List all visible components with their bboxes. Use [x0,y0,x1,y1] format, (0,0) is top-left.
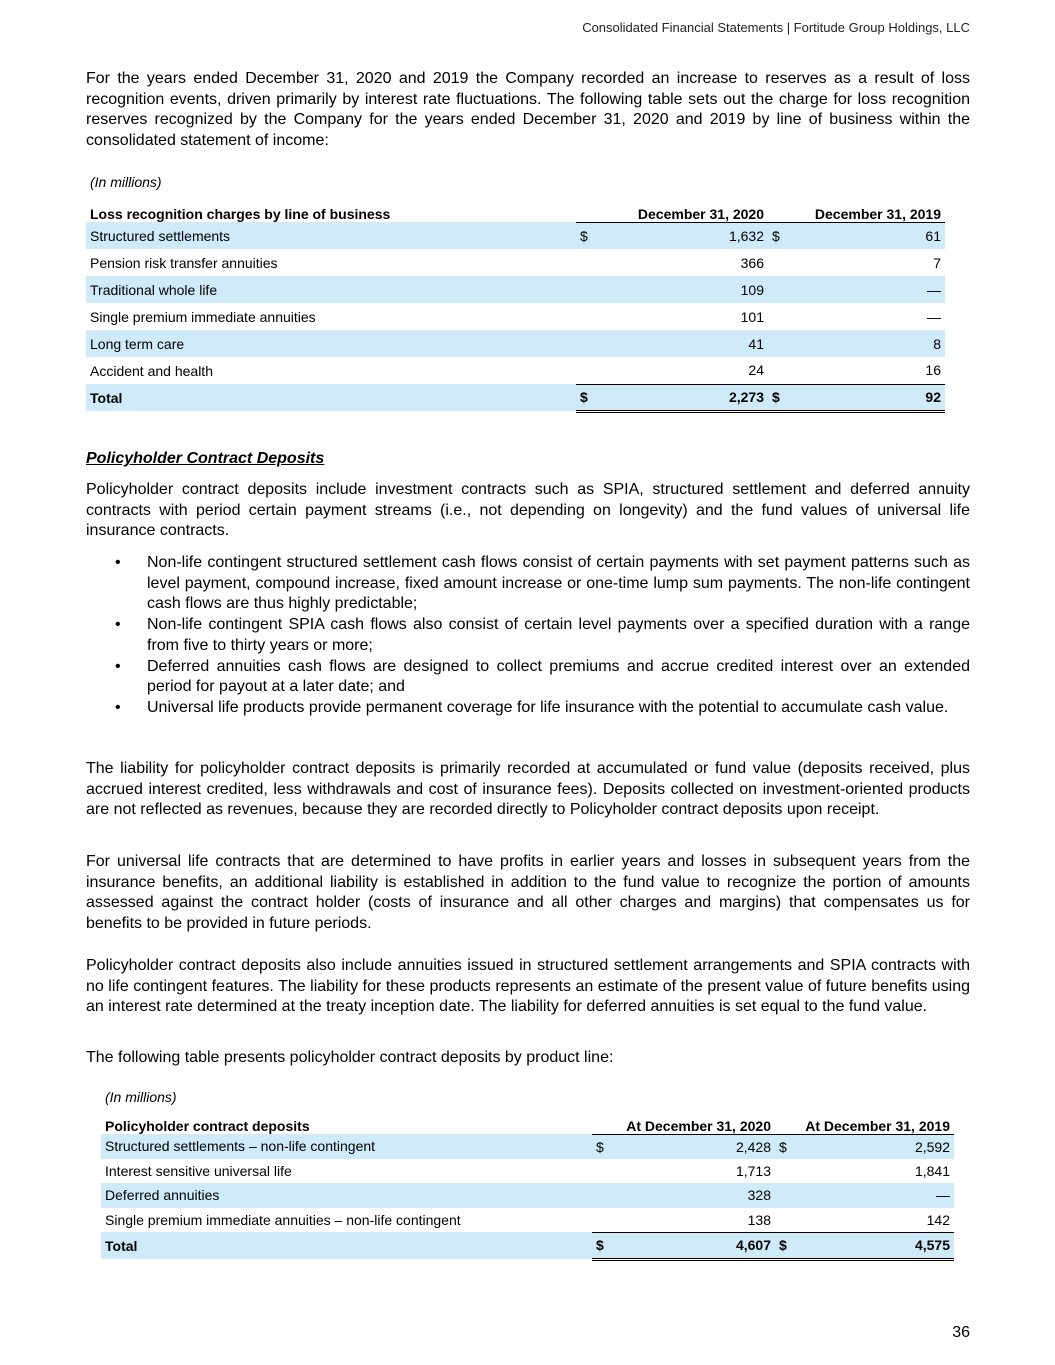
bullet-item [86,553,970,615]
value-2020: 1,632 [596,222,768,249]
table-row [101,1159,954,1184]
currency-symbol: $ [576,384,596,411]
row-label: Structured settlements [86,222,576,249]
currency-symbol [576,357,596,384]
table2-col2-header: At December 31, 2019 [775,1111,954,1134]
section-title: Policyholder Contract Deposits [86,450,325,467]
currency-symbol: $ [775,1232,795,1259]
table2-body [101,1134,954,1259]
currency-symbol: $ [768,384,788,411]
bullet-item [86,698,970,719]
universal-life-paragraph: For universal life contracts that are determined to have profits in earlier years and losses in subsequent years from the insurance benefits, an additional liability is established in addition to the fund value to recognize the portion of amounts assessed against the contract holder (costs of insurance and all other charges and margins) that compensates us for benefits to be provided in future periods. [86,853,970,933]
table1-col1-header: December 31, 2020 [576,197,768,222]
liability-paragraph: The liability for policyholder contract deposits is primarily recorded at accumulated or fund value (deposits received, plus accrued interest credited, less withdrawals and cost of insurance fees). Deposits collected on investment-oriented products are not reflected as revenues, because they are recorded directly to Policyholder contract deposits upon receipt. [86,760,970,819]
currency-symbol [576,303,596,330]
value-2020: 101 [740,308,764,325]
bullet-list [86,553,970,719]
value-2020: 4,607 [612,1232,775,1259]
value-2019: 4,575 [795,1232,954,1259]
currency-symbol [768,357,788,384]
bullet-text: Deferred annuities cash flows are designed to collect premiums and accrue credited interest over an extended period for payout at a later date; and [147,657,970,696]
row-label: Traditional whole life [86,276,576,303]
table1-col2-header: December 31, 2019 [768,197,945,222]
value-2019: 142 [926,1211,950,1228]
table2-col1-header: At December 31, 2020 [592,1111,775,1134]
row-label: Accident and health [90,362,213,379]
currency-symbol [592,1183,612,1208]
table-row [86,303,945,330]
bullet-symbol: • [115,616,121,634]
currency-symbol [592,1159,612,1184]
value-2019: — [795,1183,954,1208]
currency-symbol [576,330,596,357]
table-row [101,1208,954,1233]
currency-symbol: $ [592,1232,612,1259]
table2-units-note: (In millions) [105,1089,177,1105]
value-2020: 24 [748,362,764,379]
table-total-row [86,384,945,411]
bullet-item [86,657,970,698]
table-row [101,1183,954,1208]
bullet-text: Non-life contingent SPIA cash flows also consist of certain level payments over a specified duration with a range from five to thirty years or more; [147,616,970,654]
table-row [86,222,945,249]
currency-symbol [775,1183,795,1208]
value-2019: — [788,276,945,303]
value-2020: 2,428 [612,1134,775,1159]
currency-symbol: $ [775,1134,795,1159]
currency-symbol [768,276,788,303]
bullet-item [86,615,970,656]
table-row [86,276,945,303]
bullet-symbol: • [115,698,121,716]
table-row [101,1134,954,1159]
currency-symbol: $ [768,222,788,249]
policyholder-deposits-table [101,1111,954,1261]
value-2019: — [927,308,941,325]
value-2020: 2,273 [596,384,768,411]
page-number: 36 [952,1324,970,1341]
value-2019: 16 [925,362,941,379]
row-label: Long term care [86,330,576,357]
bullet-text: Universal life products provide permanent coverage for life insurance with the potential to accumulate cash value. [147,698,949,716]
table-row [86,330,945,357]
page-header: Consolidated Financial Statements | Fortitude Group Holdings, LLC [582,20,970,35]
table1-body [86,222,945,411]
deposits-paragraph: Policyholder contract deposits include investment contracts such as SPIA, structured settlement and deferred annuity contracts with period certain payment streams (i.e., not depending on longevity) and the fund values of universal life insurance contracts. [86,481,970,540]
currency-symbol [768,330,788,357]
currency-symbol [768,303,788,330]
currency-symbol [592,1208,612,1233]
row-label: Single premium immediate annuities – non-life contingent [105,1211,461,1228]
row-label: Interest sensitive universal life [105,1162,292,1179]
currency-symbol [775,1159,795,1184]
value-2020: 1,713 [735,1162,771,1179]
bullet-text: Non-life contingent structured settlement cash flows consist of certain payments with set payment patterns such as level payment, compound increase, fixed amount increase or one-time lump sum payments. The non-life contingent cash flows are thus highly predictable; [147,554,970,613]
value-2020: 138 [747,1211,771,1228]
table-row [86,357,945,384]
currency-symbol [576,249,596,276]
loss-recognition-table [86,197,945,413]
row-label: Total [101,1232,592,1259]
currency-symbol: $ [576,222,596,249]
row-label: Single premium immediate annuities [90,308,316,325]
value-2020: 328 [612,1183,775,1208]
value-2019: 1,841 [914,1162,950,1179]
table-total-row [101,1232,954,1259]
currency-symbol [775,1208,795,1233]
value-2019: 7 [933,254,941,271]
table-row [86,249,945,276]
table2-intro-paragraph: The following table presents policyholder contract deposits by product line: [86,1049,614,1066]
table1-label-header: Loss recognition charges by line of business [90,206,391,222]
annuities-paragraph: Policyholder contract deposits also include annuities issued in structured settlement arrangements and SPIA contracts with no life contingent features. The liability for these products represents an estimate of the present value of future benefits using an interest rate determined at the treaty inception date. The liability for deferred annuities is set equal to the fund value. [86,957,970,1016]
bullet-symbol: • [115,657,121,675]
row-label: Pension risk transfer annuities [90,254,278,271]
currency-symbol [576,276,596,303]
value-2019: 8 [788,330,945,357]
row-label: Deferred annuities [101,1183,592,1208]
value-2019: 61 [788,222,945,249]
value-2020: 109 [596,276,768,303]
table1-units-note: (In millions) [90,174,162,190]
table2-label-header: Policyholder contract deposits [105,1118,310,1134]
value-2020: 41 [596,330,768,357]
bullet-symbol: • [115,554,121,571]
value-2019: 92 [788,384,945,411]
currency-symbol [768,249,788,276]
intro-paragraph: For the years ended December 31, 2020 and 2019 the Company recorded an increase to reserves as a result of loss recognition events, driven primarily by interest rate fluctuations. The following table sets out the charge for loss recognition reserves recognized by the Company for the years ended December 31, 2020 and 2019 by line of business within the consolidated statement of income: [86,70,970,150]
row-label: Total [86,384,576,411]
currency-symbol: $ [592,1134,612,1159]
row-label: Structured settlements – non-life contingent [101,1134,592,1159]
value-2019: 2,592 [795,1134,954,1159]
value-2020: 366 [740,254,764,271]
